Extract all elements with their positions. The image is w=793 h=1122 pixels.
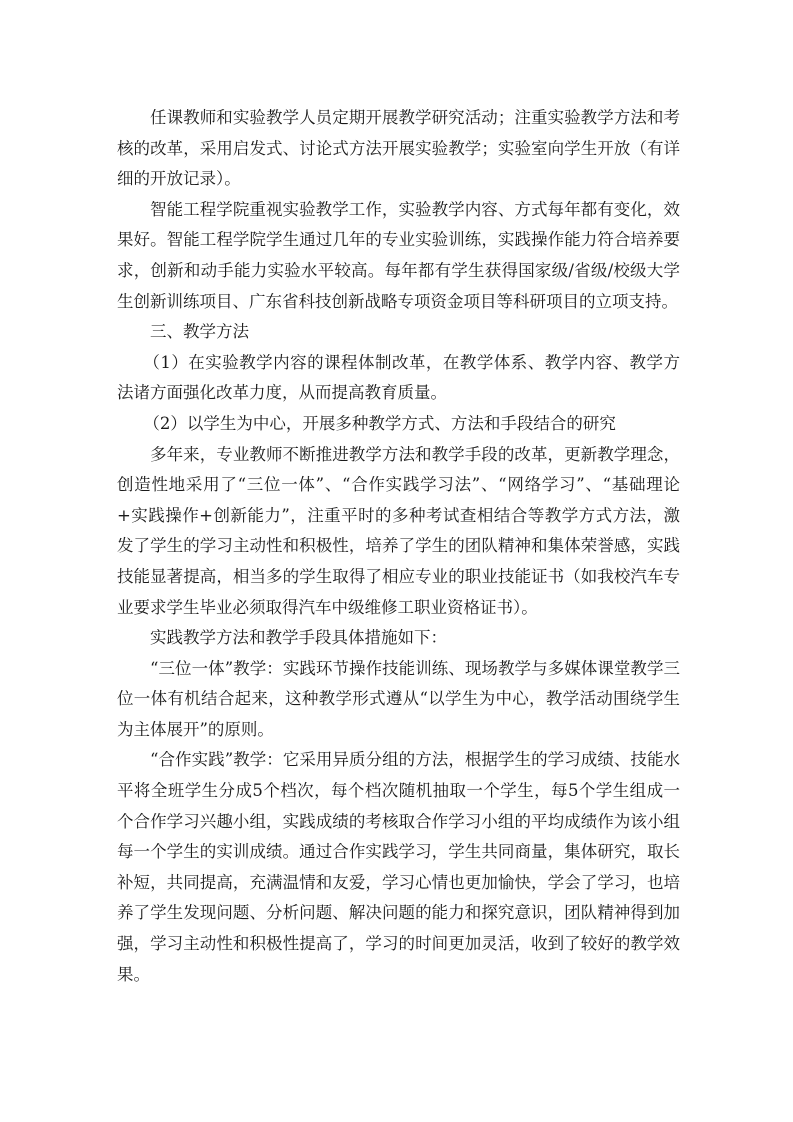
paragraph-three-in-one: “三位一体”教学：实践环节操作技能训练、现场教学与多媒体课堂教学三位一体有机结合起来，这种教学形式遵从“以学生为中心，教学活动围绕学生为主体展开”的原则。 [117, 658, 680, 739]
document-page [117, 103, 680, 990]
paragraph-item-2: （2）以学生为中心，开展多种教学方式、方法和手段结合的研究 [143, 413, 616, 433]
section-heading-teaching-methods: 三、教学方法 [150, 322, 249, 342]
paragraph-cooperative-practice: “合作实践”教学：它采用异质分组的方法，根据学生的学习成绩、技能水平将全班学生分成5个档次，每个档次随机抽取一个学生，每5个学生组成一个合作学习兴趣小组，实践成绩的考核取合作学习小组的平均成绩作为该小组每一个学生的实训成绩。通过合作实践学习，学生共同商量，集体研究，取长补短，共同提高，充满温情和友爱，学习心情也更加愉快，学会了学习，也培养了学生发现问题、分析问题、解决问题的能力和探究意识，团队精神得到加强，学习主动性和积极性提高了，学习的时间更加灵活，收到了较好的教学效果。 [117, 750, 680, 984]
paragraph-item-1: （1）在实验教学内容的课程体制改革，在教学体系、教学内容、教学方法诸方面强化改革力度，从而提高教育质量。 [117, 352, 680, 403]
paragraph-measures-intro: 实践教学方法和教学手段具体措施如下： [150, 628, 447, 648]
paragraph-reform: 多年来，专业教师不断推进教学方法和教学手段的改革，更新教学理念，创造性地采用了“三位一体”、“合作实践学习法”、“网络学习”、“基础理论+实践操作+创新能力”，注重平时的多种考试查相结合等教学方式方法，激发了学生的学习主动性和积极性，培养了学生的团队精神和集体荣誉感，实践技能显著提高，相当多的学生取得了相应专业的职业技能证书（如我校汽车专业要求学生毕业必须取得汽车中级维修工职业资格证书）。 [117, 444, 680, 617]
paragraph-teaching-research: 任课教师和实验教学人员定期开展教学研究活动；注重实验教学方法和考核的改革，采用启发式、讨论式方法开展实验教学；实验室向学生开放（有详细的开放记录）。 [117, 108, 680, 189]
paragraph-lab-teaching: 智能工程学院重视实验教学工作，实验教学内容、方式每年都有变化，效果好。智能工程学院学生通过几年的专业实验训练，实践操作能力符合培养要求，创新和动手能力实验水平较高。每年都有学生获得国家级/省级/校级大学生创新训练项目、广东省科技创新战略专项资金项目等科研项目的立项支持。 [117, 199, 680, 311]
